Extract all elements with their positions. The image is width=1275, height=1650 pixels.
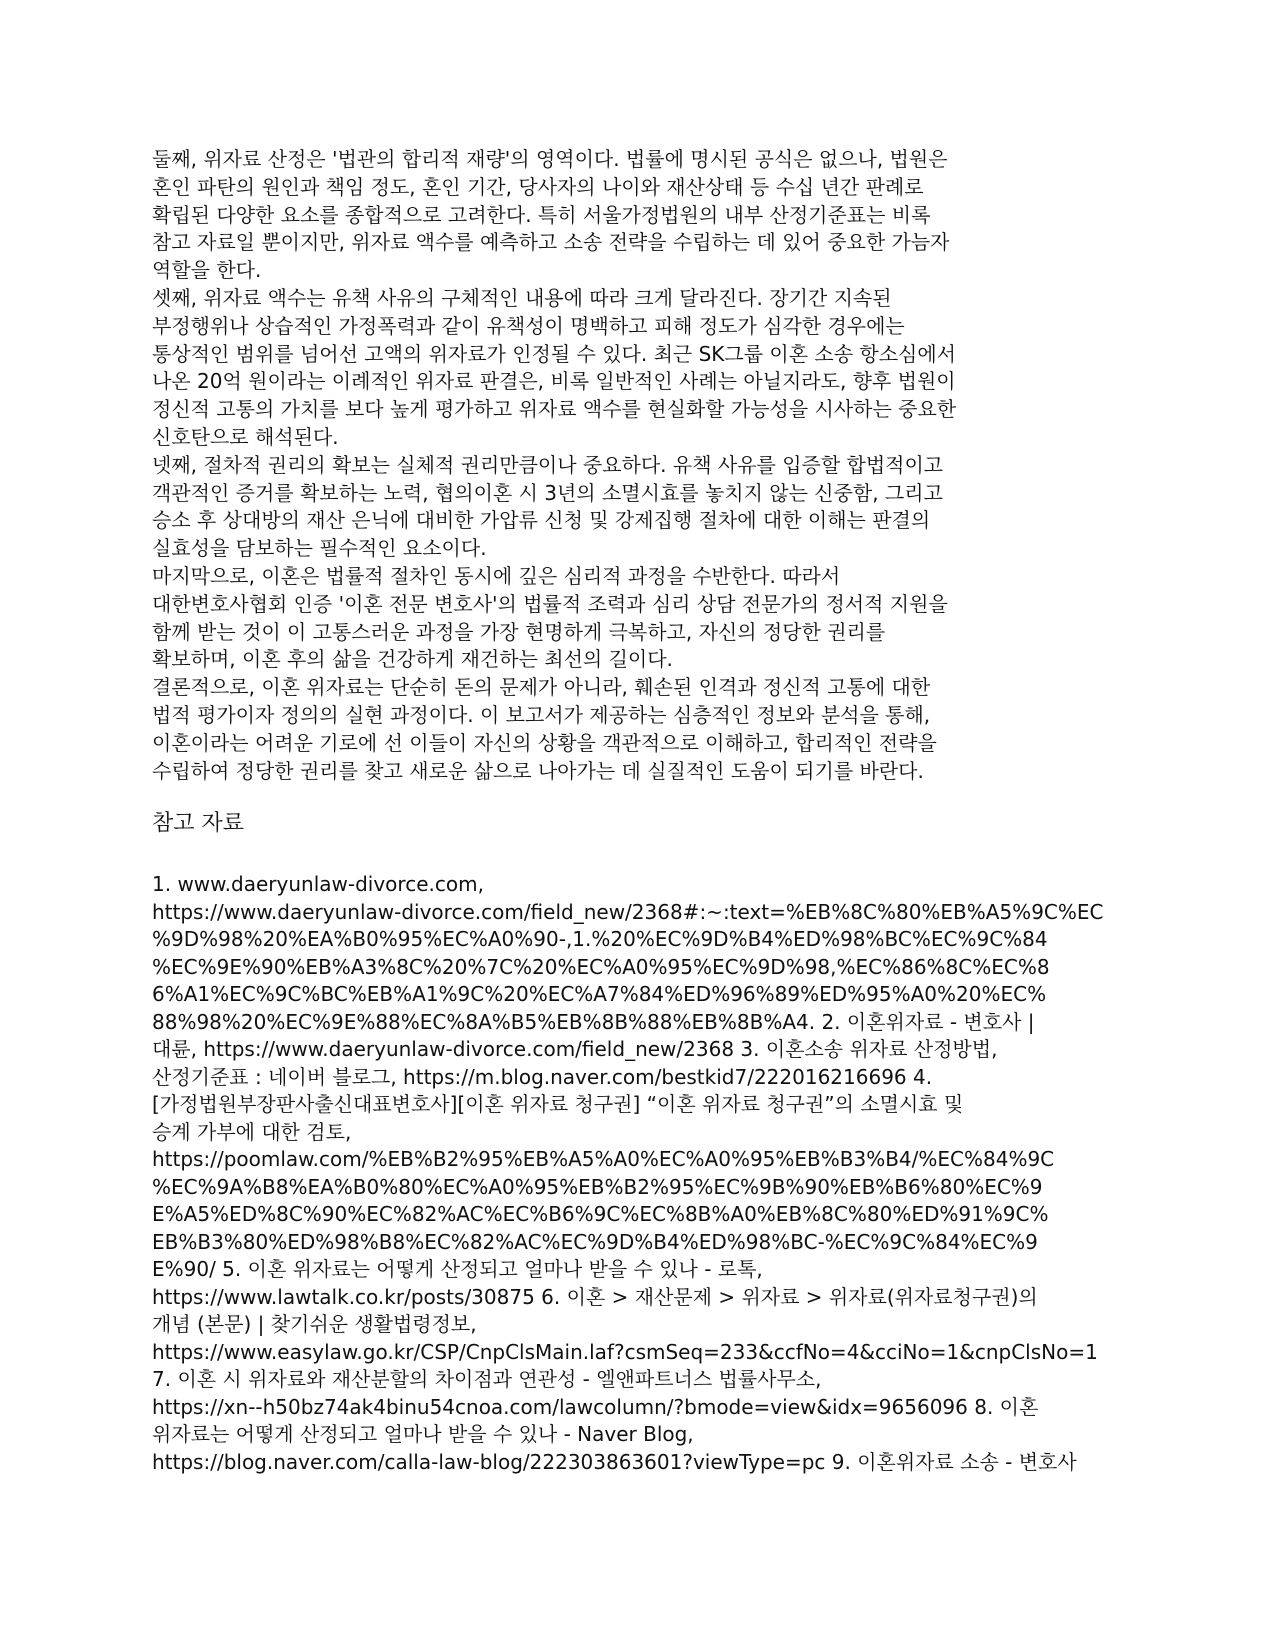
body-text-line: 둘째, 위자료 산정은 '법관의 합리적 재량'의 영역이다. 법률에 명시된 공식은 없으나, 법원은	[152, 147, 948, 171]
references-heading: 참고 자료	[152, 811, 245, 837]
reference-line: 승계 가부에 대한 검토,	[152, 1119, 352, 1144]
document-page	[152, 146, 1127, 1476]
body-text-line: 혼인 파탄의 원인과 책임 정도, 혼인 기간, 당사자의 나이와 재산상태 등 수십 년간 판례로	[152, 174, 924, 199]
reference-line: 1. www.daeryunlaw-divorce.com,	[152, 872, 484, 897]
body-text-line: 셋째, 위자료 액수는 유책 사유의 구체적인 내용에 따라 크게 달라진다. 장기간 지속된	[152, 285, 892, 310]
reference-line: %9D%98%20%EA%B0%95%EC%A0%90-,1.%20%EC%9D%B4%ED%98%BC%EC%9C%84	[152, 927, 1048, 952]
reference-line: %EC%9A%B8%EA%B0%80%EC%A0%95%EB%B2%95%EC%9B%90%EB%B6%80%EC%9	[152, 1174, 1043, 1199]
body-text-line: 나온 20억 원이라는 이례적인 위자료 판결은, 비록 일반적인 사례는 아닐지라도, 향후 법원이	[152, 369, 956, 394]
body-text-line: 마지막으로, 이혼은 법률적 절차인 동시에 깊은 심리적 과정을 수반한다. 따라서	[152, 563, 841, 588]
body-text-line: 결론적으로, 이혼 위자료는 단순히 돈의 문제가 아니라, 훼손된 인격과 정신적 고통에 대한	[152, 675, 931, 700]
body-text-line: 통상적인 범위를 넘어선 고액의 위자료가 인정될 수 있다. 최근 SK그룹 이혼 소송 항소심에서	[152, 341, 956, 366]
reference-line: https://www.easylaw.go.kr/CSP/CnpClsMain.laf?csmSeq=233&ccfNo=4&cciNo=1&cnpClsNo=1	[152, 1339, 1098, 1364]
body-text-line: 객관적인 증거를 확보하는 노력, 협의이혼 시 3년의 소멸시효를 놓치지 않는 신중함, 그리고	[152, 480, 943, 505]
reference-line: 7. 이혼 시 위자료와 재산분할의 차이점과 연관성 - 엘앤파트너스 법률사무소,	[152, 1367, 822, 1392]
reference-line: 개념 (본문) | 찾기쉬운 생활법령정보,	[152, 1312, 477, 1337]
body-text-line: 수립하여 정당한 권리를 찾고 새로운 삶으로 나아가는 데 실질적인 도움이 되기를 바란다.	[152, 758, 924, 783]
reference-line: 6%A1%EC%9C%BC%EB%A1%9C%20%EC%A7%84%ED%96%89%ED%95%A0%20%EC%	[152, 982, 1047, 1007]
body-text-line: 부정행위나 상습적인 가정폭력과 같이 유책성이 명백하고 피해 정도가 심각한 경우에는	[152, 313, 905, 338]
body-text-line: 역할을 한다.	[152, 258, 262, 283]
references-list	[152, 871, 1127, 1476]
reference-line: E%A5%ED%8C%90%EC%82%AC%EC%B6%9C%EC%8B%A0%EB%8C%80%ED%91%9C%	[152, 1202, 1049, 1227]
reference-line: [가정법원부장판사출신대표변호사][이혼 위자료 청구권] “이혼 위자료 청구권”의 소멸시효 및	[152, 1092, 964, 1117]
body-text-line: 승소 후 상대방의 재산 은닉에 대비한 가압류 신청 및 강제집행 절차에 대한 이해는 판결의	[152, 508, 931, 533]
body-text-line: 신호탄으로 해석된다.	[152, 424, 339, 449]
reference-line: 대륜, https://www.daeryunlaw-divorce.com/field_new/2368 3. 이혼소송 위자료 산정방법,	[152, 1037, 998, 1062]
body-text-line: 정신적 고통의 가치를 보다 높게 평가하고 위자료 액수를 현실화할 가능성을 시사하는 중요한	[152, 397, 957, 422]
body-text-line: 이혼이라는 어려운 기로에 선 이들이 자신의 상황을 객관적으로 이해하고, 합리적인 전략을	[152, 730, 937, 755]
body-text-line: 확립된 다양한 요소를 종합적으로 고려한다. 특히 서울가정법원의 내부 산정기준표는 비록	[152, 202, 931, 227]
body-text-line: 법적 평가이자 정의의 실현 과정이다. 이 보고서가 제공하는 심층적인 정보와 분석을 통해,	[152, 702, 931, 727]
reference-line: EB%B3%80%ED%98%B8%EC%82%AC%EC%9D%B4%ED%98%BC-%EC%9C%84%EC%9	[152, 1229, 1038, 1254]
body-text-line: 함께 받는 것이 이 고통스러운 과정을 가장 현명하게 극복하고, 자신의 정당한 권리를	[152, 619, 886, 644]
reference-line: https://www.lawtalk.co.kr/posts/30875 6. 이혼 > 재산문제 > 위자료 > 위자료(위자료청구권)의	[152, 1284, 1038, 1309]
reference-line: 산정기준표 : 네이버 블로그, https://m.blog.naver.com/bestkid7/222016216696 4.	[152, 1064, 933, 1089]
reference-line: E%90/ 5. 이혼 위자료는 어떻게 산정되고 얼마나 받을 수 있나 - 로톡,	[152, 1257, 763, 1282]
body-text-line: 대한변호사협회 인증 '이혼 전문 변호사'의 법률적 조력과 심리 상담 전문가의 정서적 지원을	[152, 591, 948, 616]
reference-line: https://www.daeryunlaw-divorce.com/field_new/2368#:~:text=%EB%8C%80%EB%A5%9C%EC	[152, 899, 1104, 924]
reference-line: https://xn--h50bz74ak4binu54cnoa.com/lawcolumn/?bmode=view&idx=9656096 8. 이혼	[152, 1394, 1039, 1419]
reference-line: https://blog.naver.com/calla-law-blog/222303863601?viewType=pc 9. 이혼위자료 소송 - 변호사	[152, 1449, 1077, 1474]
body-text-line: 확보하며, 이혼 후의 삶을 건강하게 재건하는 최선의 길이다.	[152, 647, 673, 672]
reference-line: https://poomlaw.com/%EB%B2%95%EB%A5%A0%EC%A0%95%EB%B3%B4/%EC%84%9C	[152, 1147, 1055, 1172]
body-text-line: 실효성을 담보하는 필수적인 요소이다.	[152, 536, 487, 561]
reference-line: 위자료는 어떻게 산정되고 얼마나 받을 수 있나 - Naver Blog,	[152, 1422, 694, 1447]
conclusion-body	[152, 146, 1127, 785]
reference-line: 88%98%20%EC%9E%88%EC%8A%B5%EB%8B%88%EB%8B%A4. 2. 이혼위자료 - 변호사 |	[152, 1009, 1035, 1034]
reference-line: %EC%9E%90%EB%A3%8C%20%7C%20%EC%A0%95%EC%9D%98,%EC%86%8C%EC%8	[152, 954, 1050, 979]
body-text-line: 참고 자료일 뿐이지만, 위자료 액수를 예측하고 소송 전략을 수립하는 데 있어 중요한 가늠자	[152, 230, 950, 255]
body-text-line: 넷째, 절차적 권리의 확보는 실체적 권리만큼이나 중요하다. 유책 사유를 입증할 합법적이고	[152, 452, 944, 477]
